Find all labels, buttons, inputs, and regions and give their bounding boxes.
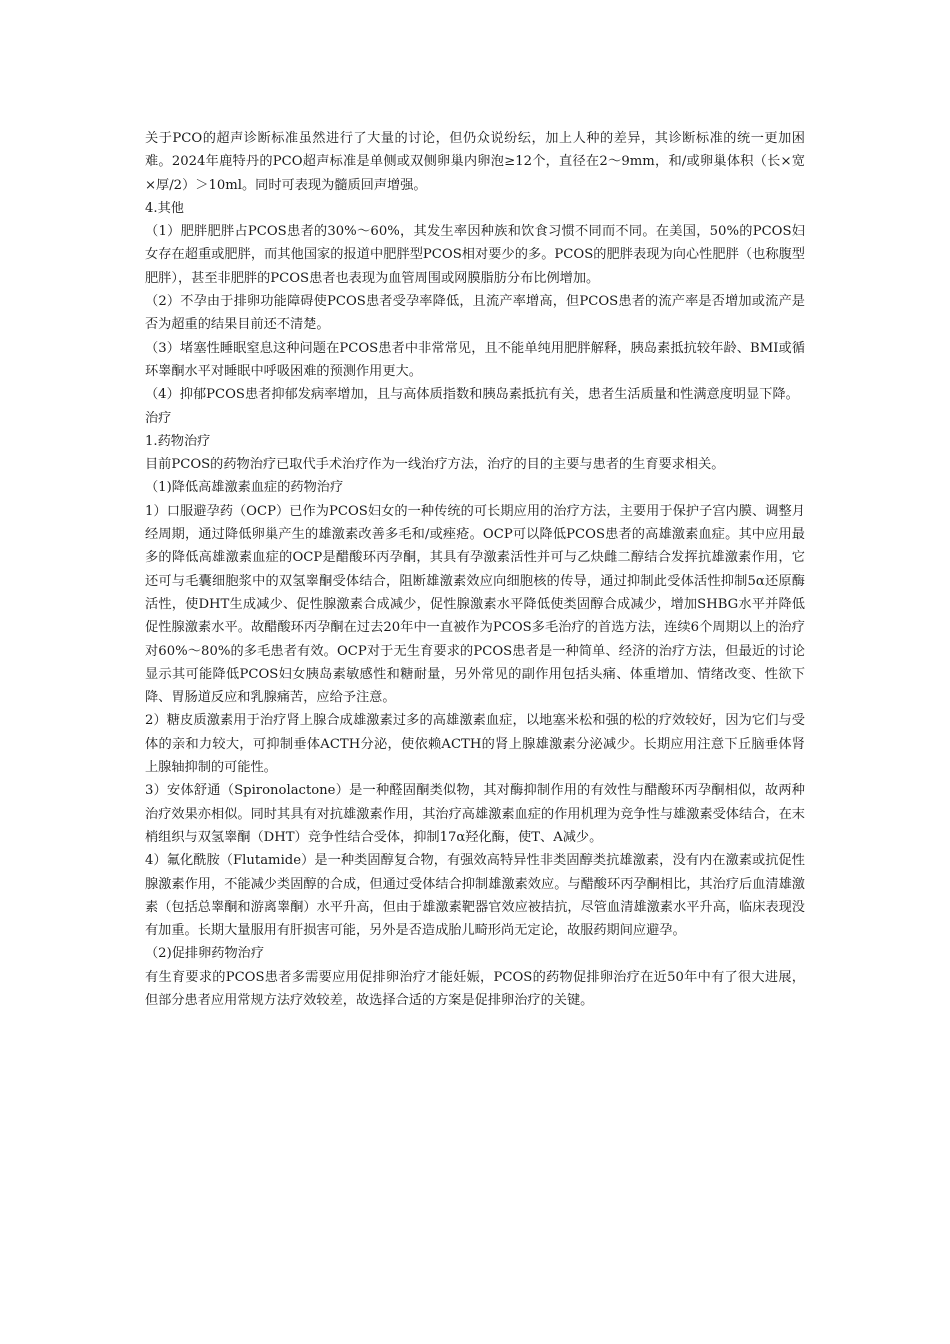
paragraph-ovulation-intro: 有生育要求的PCOS患者多需要应用促排卵治疗才能妊娠，PCOS的药物促排卵治疗在近50年中有了很大进展，但部分患者应用常规方法疗效较差，故选择合适的方案是促排卵治疗的关键。: [145, 969, 805, 1008]
paragraph-flutamide: 4）氟化酰胺（Flutamide）是一种类固醇复合物，有强效高特异性非类固醇类抗雄激素，没有内在激素或抗促性腺激素作用，不能减少类固醇的合成，但通过受体结合抑制雄激素效应。与醋酸环丙孕酮相比，其治疗后血清雄激素（包括总睾酮和游离睾酮）水平升高，但由于雄激素靶器官效应被拮抗，尽管血清雄激素水平升高，临床表现没有加重。长期大量服用有肝损害可能，另外是否造成胎儿畸形尚无定论，故服药期间应避孕。: [145, 853, 805, 939]
heading-other: 4.其他: [145, 200, 184, 216]
paragraph-drug-intro: 目前PCOS的药物治疗已取代手术治疗作为一线治疗方法，治疗的目的主要与患者的生育要求相关。: [145, 457, 725, 473]
paragraph-ocp: 1）口服避孕药（OCP）已作为PCOS妇女的一种传统的可长期应用的治疗方法，主要用于保护子宫内膜、调整月经周期，通过降低卵巢产生的雄激素改善多毛和/或痤疮。OCP可以降低PCOS患者的高雄激素血症。其中应用最多的降低高雄激素血症的OCP是醋酸环丙孕酮，其具有孕激素活性并可与乙炔雌二醇结合发挥抗雄激素作用，它还可与毛囊细胞浆中的双氢睾酮受体结合，阻断雄激素效应向细胞核的传导，通过抑制此受体活性抑制5α还原酶活性，使DHT生成减少、促性腺激素合成减少，促性腺激素水平降低使类固醇合成减少，增加SHBG水平并降低促性腺激素水平。故醋酸环丙孕酮在过去20年中一直被作为PCOS多毛治疗的首选方法，连续6个周期以上的治疗对60%～80%的多毛患者有效。OCP对于无生育要求的PCOS患者是一种简单、经济的治疗方法，但最近的讨论显示其可能降低PCOS妇女胰岛素敏感性和糖耐量，另外常见的副作用包括头痛、体重增加、情绪改变、性欲下降、胃肠道反应和乳腺痛苦，应给予注意。: [145, 503, 805, 706]
paragraph-obesity: （1）肥胖肥胖占PCOS患者的30%～60%，其发生率因种族和饮食习惯不同而不同。在美国，50%的PCOS妇女存在超重或肥胖，而其他国家的报道中肥胖型PCOS相对要少的多。PCOS的肥胖表现为向心性肥胖（也称腹型肥胖），甚至非肥胖的PCOS患者也表现为血管周围或网膜脂肪分布比例增加。: [145, 224, 805, 286]
heading-treatment: 治疗: [145, 410, 172, 426]
paragraph-spironolactone: 3）安体舒通（Spironolactone）是一种醛固酮类似物，其对酶抑制作用的有效性与醋酸环丙孕酮相似，故两种治疗效果亦相似。同时其具有对抗雄激素作用，其治疗高雄激素血症的作用机理为竞争性与雄激素受体结合，在末梢组织与双氢睾酮（DHT）竞争性结合受体，抑制17α羟化酶，使T、A减少。: [145, 783, 805, 845]
paragraph-depression: （4）抑郁PCOS患者抑郁发病率增加，且与高体质指数和胰岛素抵抗有关，患者生活质量和性满意度明显下降。: [145, 387, 799, 403]
document-body: [145, 127, 805, 1012]
heading-drug-treatment: 1.药物治疗: [145, 433, 211, 449]
paragraph-pco-ultrasound: 关于PCO的超声诊断标准虽然进行了大量的讨论，但仍众说纷纭，加上人种的差异，其诊断标准的统一更加困难。2024年鹿特丹的PCO超声标准是单侧或双侧卵巢内卵泡≥12个，直径在2～9mm，和/或卵巢体积（长×宽×厚/2）＞10ml。同时可表现为髓质回声增强。: [145, 131, 805, 193]
heading-reduce-androgen: （1)降低高雄激素血症的药物治疗: [145, 480, 344, 496]
paragraph-infertility: （2）不孕由于排卵功能障碍使PCOS患者受孕率降低，且流产率增高，但PCOS患者的流产率是否增加或流产是否为超重的结果目前还不清楚。: [145, 294, 805, 333]
heading-ovulation-induction: （2)促排卵药物治疗: [145, 946, 265, 962]
paragraph-sleep-apnea: （3）堵塞性睡眠窒息这种问题在PCOS患者中非常常见，且不能单纯用肥胖解释，胰岛素抵抗较年龄、BMI或循环睾酮水平对睡眠中呼吸困难的预测作用更大。: [145, 340, 805, 379]
paragraph-glucocorticoid: 2）糖皮质激素用于治疗肾上腺合成雄激素过多的高雄激素血症，以地塞米松和强的松的疗效较好，因为它们与受体的亲和力较大，可抑制垂体ACTH分泌，使依赖ACTH的肾上腺雄激素分泌减少。长期应用注意下丘脑垂体肾上腺轴抑制的可能性。: [145, 713, 805, 776]
